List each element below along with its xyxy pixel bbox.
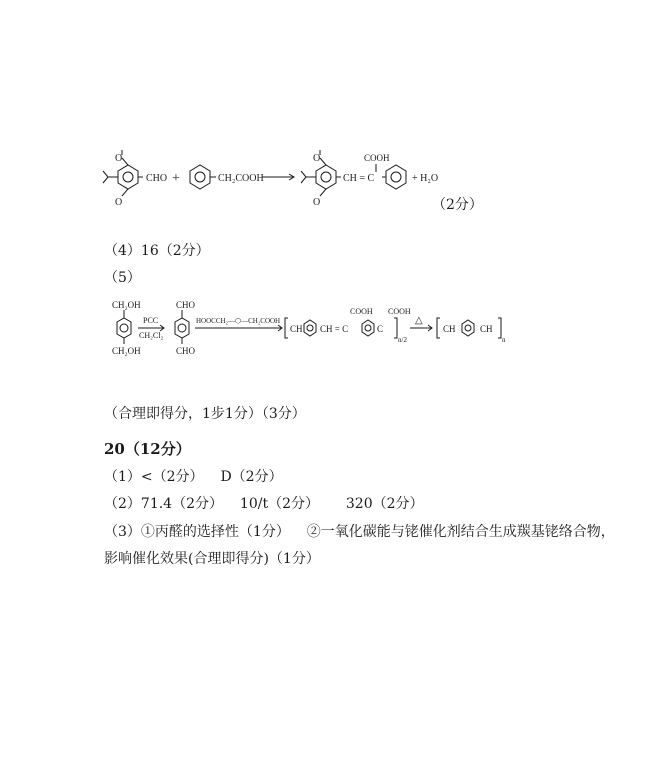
q20-part-1-answer: （1）<（2分） xyxy=(104,469,204,485)
question-20-title: 20（12分） xyxy=(104,440,191,458)
dialdehyde-molecule xyxy=(175,300,196,356)
oxygen-label-bottom: O xyxy=(115,197,123,208)
pcc-reagent-label: PCC xyxy=(143,316,159,325)
plus-sign: + xyxy=(172,171,180,186)
product-oxygen-top: O xyxy=(313,153,321,164)
condensation-arrow xyxy=(195,317,282,331)
aldehyde-molecule xyxy=(103,150,167,208)
product-oxygen-bottom: O xyxy=(313,197,321,208)
question-4-answer: （4）16（2分） xyxy=(104,243,210,259)
polymer-1-subscript: n/2 xyxy=(398,336,407,344)
diacid-reagent-label: HOOCCH₂—⬡—CH₂COOH xyxy=(196,317,281,325)
q20-part-2-value-1: （2）71.4（2分） xyxy=(104,496,223,512)
heating-arrow xyxy=(410,315,432,331)
reaction-arrow xyxy=(262,174,294,180)
product-linker-label: CH = C xyxy=(343,173,375,184)
q20-part-3-answer-2: ②一氧化碳能与铑催化剂结合生成羰基铑络合物， xyxy=(306,524,615,540)
reagent-molecule xyxy=(190,165,264,189)
diol-bottom-group: CH₂OH xyxy=(112,346,141,356)
question-20-line-3 xyxy=(104,521,615,541)
aldehyde-group-label: CHO xyxy=(146,173,168,184)
product-molecule xyxy=(301,150,438,208)
polymer-1-left-ch: CH xyxy=(290,324,303,334)
polymer-1-linker: CH = C xyxy=(320,324,349,334)
polymer-1-cooh-2: COOH xyxy=(388,307,411,316)
product-cooh-label: COOH xyxy=(364,153,390,163)
polymer-2-left-ch: CH xyxy=(443,324,456,334)
reaction-1-scheme xyxy=(0,0,667,230)
polymer-1-cooh-1: COOH xyxy=(350,307,373,316)
dialdehyde-bottom-group: CHO xyxy=(176,346,196,356)
polymer-2-right-ch: CH xyxy=(480,324,493,334)
water-byproduct-label: + H₂O xyxy=(412,173,439,184)
pcc-arrow xyxy=(138,316,164,340)
q20-part-3-answer-1: （3）①丙醛的选择性（1分） xyxy=(104,524,290,540)
reagent-group-label: CH₂COOH xyxy=(218,173,264,184)
polymer-intermediate xyxy=(285,307,411,344)
reaction-1-score: （2分） xyxy=(432,197,483,213)
heat-symbol: △ xyxy=(415,315,423,326)
solvent-label: CH₂Cl₂ xyxy=(139,331,164,340)
polymer-product xyxy=(437,318,506,344)
oxygen-label-top: O xyxy=(115,153,123,164)
question-5-label: （5） xyxy=(104,270,141,286)
diol-top-group: CH₂OH xyxy=(112,300,141,310)
diol-molecule xyxy=(112,300,141,356)
question-20-line-1 xyxy=(104,466,283,486)
polymer-1-right-c: C xyxy=(377,324,384,334)
q20-part-2-value-3: 320（2分） xyxy=(345,496,424,512)
dialdehyde-top-group: CHO xyxy=(176,300,196,310)
q20-part-2-value-2: 10/t（2分） xyxy=(239,496,319,512)
synthesis-scoring-note: （合理即得分，1步1分）（3分） xyxy=(104,406,306,422)
polymer-2-subscript: n xyxy=(502,336,506,344)
q20-part-1-choice: D（2分） xyxy=(220,469,283,485)
synthesis-scheme xyxy=(0,292,667,372)
question-20-line-2 xyxy=(104,493,424,513)
question-20-line-4: 影响催化效果(合理即得分)（1分） xyxy=(104,551,320,567)
